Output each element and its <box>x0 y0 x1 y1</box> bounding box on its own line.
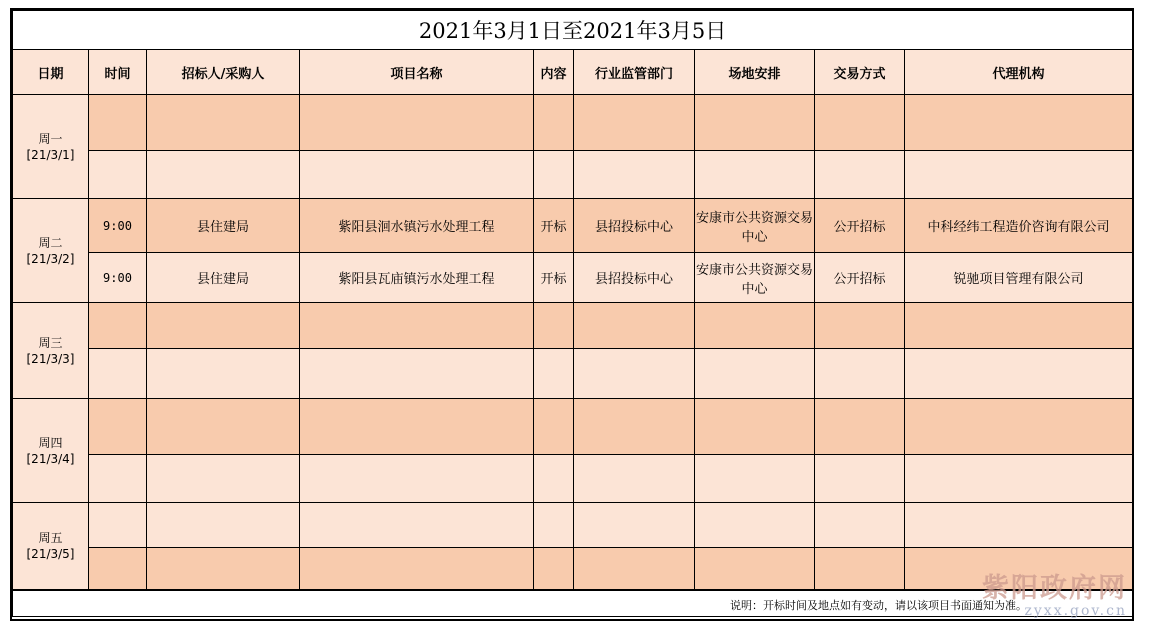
weekday-label: 周一 <box>38 131 63 146</box>
date-label: [21/3/2] <box>26 251 75 266</box>
content-cell: 开标 <box>534 199 574 253</box>
weekday-label: 周四 <box>38 435 63 450</box>
table-row <box>13 303 1133 349</box>
agency-cell: 中科经纬工程造价咨询有限公司 <box>905 199 1133 253</box>
table-row <box>13 548 1133 590</box>
venue-cell: 安康市公共资源交易中心 <box>695 199 815 253</box>
col-header-project: 项目名称 <box>300 50 534 95</box>
watermark-logo-text: 紫阳政府网 <box>982 573 1127 604</box>
col-header-agency: 代理机构 <box>905 50 1133 95</box>
weekday-label: 周二 <box>38 235 63 250</box>
weekday-label: 周五 <box>38 530 63 545</box>
col-header-method: 交易方式 <box>815 50 905 95</box>
date-label: [21/3/3] <box>26 351 75 366</box>
day-cell-mon <box>13 95 89 199</box>
day-cell-fri <box>13 503 89 590</box>
day-cell-tue <box>13 199 89 303</box>
watermark-url: zyxx.gov.cn <box>1024 603 1127 619</box>
table-row <box>13 95 1133 151</box>
col-header-tenderer: 招标人/采购人 <box>147 50 300 95</box>
date-label: [21/3/1] <box>26 147 75 162</box>
time-cell: 9:00 <box>89 199 147 253</box>
footnote: 说明：开标时间及地点如有变动，请以该项目书面通知为准。 <box>730 599 1027 612</box>
tenderer-cell: 县住建局 <box>147 253 300 303</box>
table-row <box>13 199 1133 253</box>
col-header-venue: 场地安排 <box>695 50 815 95</box>
method-cell: 公开招标 <box>815 253 905 303</box>
regulator-cell: 县招投标中心 <box>574 199 695 253</box>
col-header-regulator: 行业监管部门 <box>574 50 695 95</box>
tenderer-cell: 县住建局 <box>147 199 300 253</box>
date-label: [21/3/4] <box>26 451 75 466</box>
time-cell: 9:00 <box>89 253 147 303</box>
table-row <box>13 253 1133 303</box>
table-row <box>13 455 1133 503</box>
schedule-sheet <box>10 8 1134 621</box>
table-row <box>13 151 1133 199</box>
header-row <box>13 50 1133 95</box>
project-cell: 紫阳县瓦庙镇污水处理工程 <box>300 253 534 303</box>
page-title: 2021年3月1日至2021年3月5日 <box>13 11 1133 50</box>
project-cell: 紫阳县洄水镇污水处理工程 <box>300 199 534 253</box>
day-cell-wed <box>13 303 89 399</box>
agency-cell: 锐驰项目管理有限公司 <box>905 253 1133 303</box>
venue-cell: 安康市公共资源交易中心 <box>695 253 815 303</box>
regulator-cell: 县招投标中心 <box>574 253 695 303</box>
weekday-label: 周三 <box>38 335 63 350</box>
date-label: [21/3/5] <box>26 546 75 561</box>
method-cell: 公开招标 <box>815 199 905 253</box>
table-row <box>13 503 1133 548</box>
content-cell: 开标 <box>534 253 574 303</box>
table-row <box>13 349 1133 399</box>
col-header-content: 内容 <box>534 50 574 95</box>
col-header-date: 日期 <box>13 50 89 95</box>
day-cell-thu <box>13 399 89 503</box>
schedule-table <box>12 10 1133 617</box>
col-header-time: 时间 <box>89 50 147 95</box>
table-row <box>13 399 1133 455</box>
